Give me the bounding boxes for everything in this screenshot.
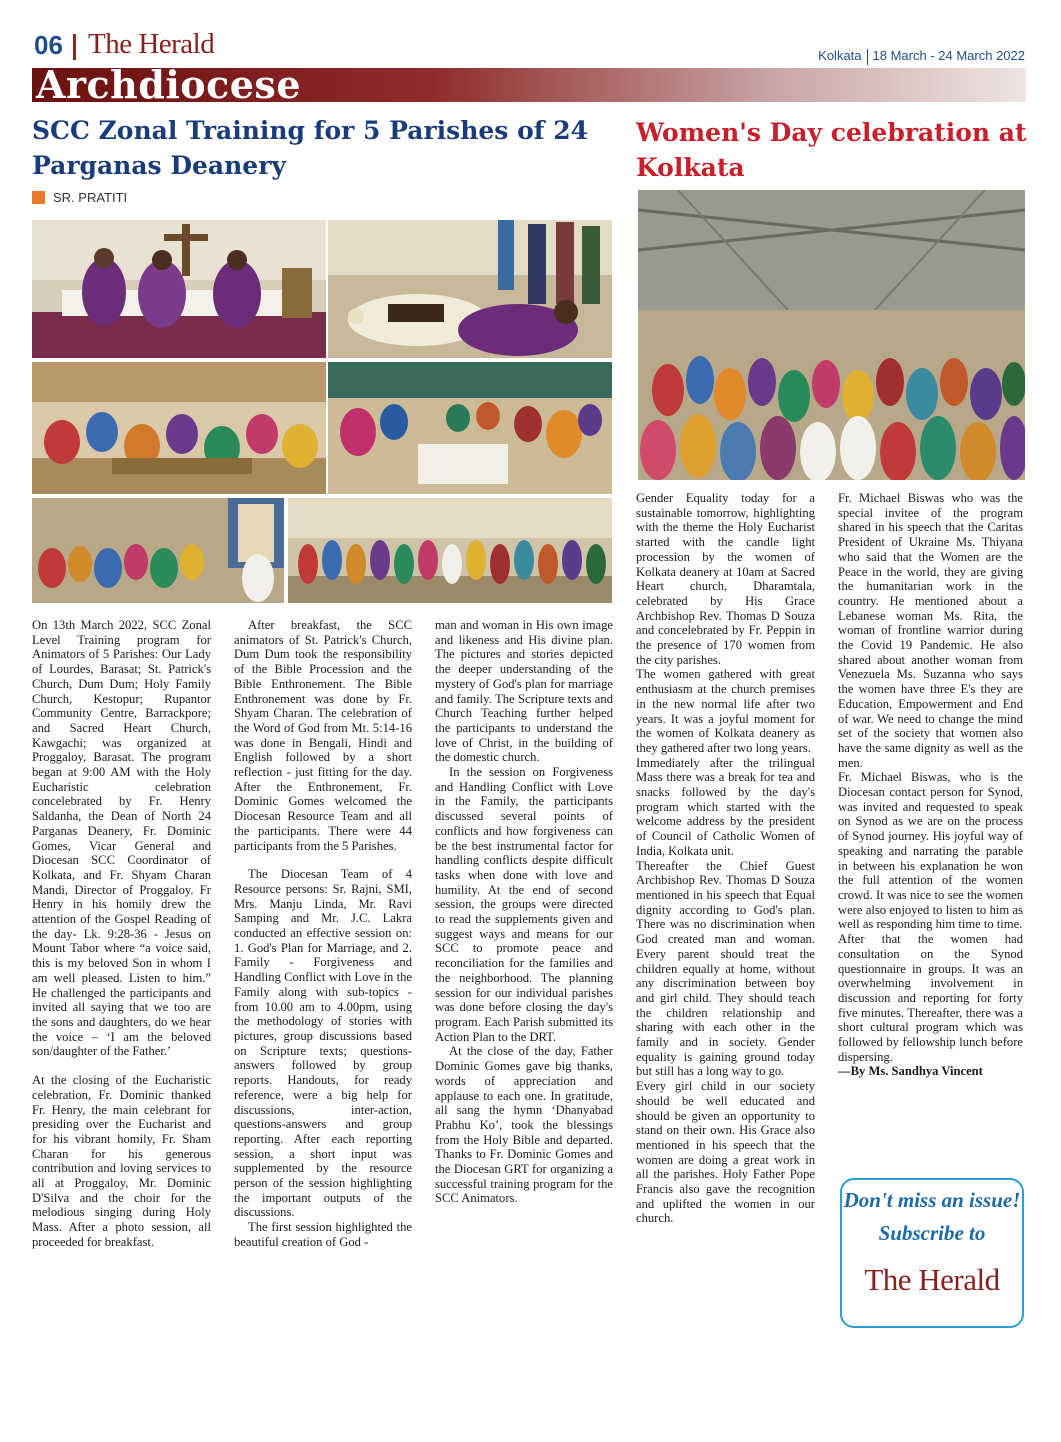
article-signoff: —By Ms. Sandhya Vincent: [838, 1064, 983, 1079]
dateline: [818, 48, 1025, 65]
group-portrait-illustration: [288, 498, 612, 603]
photo-group-portrait: [288, 498, 612, 603]
paragraph: At the closing of the Eucharistic celebration, Fr. Dominic thanked Fr. Henry, the main celebrant for presiding over the Eucharist and for his vibrant homily, Fr. Sham Charan for his generous contribution and loving services to all at Proggaloy, Mr. Dominic D'Silva and the choir for the melodious singing during Holy Mass. After a photo session, all proceeded for breakfast.: [32, 1073, 211, 1249]
paragraph: On 13th March 2022, SCC Zonal Level Training program for Animators of 5 Parishes: Our Lady of Lourdes, Barasat; St. Patrick's Church, Dum Dum; Holy Family Church, Kestopur; Rupantor Community Centre, Barrackpore; and Sacred Heart Church, Kawgachi; was organized at Proggaloy, Barasat. The program began at 9:00 AM with the Holy Eucharistic celebration concelebrated by Fr. Henry Saldanha, the Dean of North 24 Parganas Deanery, Fr. Dominic Gomes, Vicar General and Diocesan SCC Coordinator of Kolkata, and Fr. Shyam Charan Mandi, Director of Proggaloy. Fr Henry in his homily drew the attention of the Gospel Reading of the day- Lk. 9:28-36 - Jesus on Mount Tabor where “a voice said, this is my beloved Son in whom I am well pleased. Listen to him.” He challenged the participants and invited all saying that we too are the sons and daughters, do we hear the voice – ‘I am the beloved son/daughter of the Father.’: [32, 618, 211, 1059]
paragraph: After that the women had consultation on the Synod questionnaire in groups. It was an overwhelming involvement in discussion and reporting for forty five minutes. Thereafter, there was a short cultural program which was followed by fellowship lunch before dispersing.: [838, 932, 1023, 1064]
paragraph: At the close of the day, Father Dominic Gomes gave big thanks, words of appreciation and applause to each one. In gratitude, all sang the hymn ‘Dhanyabad Prabhu Ko’, took the blessings from the Holy Bible and departed. Thanks to Fr. Dominic Gomes and the Diocesan GRT for organizing a successful training program for the SCC Animators.: [435, 1044, 613, 1206]
paragraph-gap: [32, 1059, 211, 1073]
photo-mass-altar: [32, 220, 326, 358]
congregation-illustration: [32, 498, 284, 603]
participants-tables-illustration: [328, 362, 612, 494]
byline-author: SR. PRATITI: [53, 190, 128, 205]
subscribe-box[interactable]: [840, 1178, 1024, 1328]
paragraph: Fr. Michael Biswas who was the special invitee of the program shared in his speech that the Caritas President of Ukraine Ms. Thiyana who said that the Women are the Peace in the world, they are giving the humanitarian work in the country. He mentioned about a Lebanese woman Ms. Rita, the woman of frontline warrior during the Covid 19 Pandemic. He also shared about another woman from Venezuela Ms. Suzanna who says the women have three E's they are Education, Empowerment and End of war. We need to change the mind set of the society that women also have the same dignity as well as the men.: [838, 491, 1023, 770]
byline: [32, 190, 127, 205]
paragraph: Every girl child in our society should be well educated and should be given an opportunity to stand on their own. His Grace also mentioned in his speech that the women are doing a great work in all the parishes. Holy Father Pope Francis also gave the recognition and uplifted the women in our church.: [636, 1079, 815, 1226]
subscribe-line-2: Subscribe to: [878, 1221, 986, 1245]
byline-square-icon: [32, 191, 45, 204]
womens-gathering-illustration: [638, 190, 1025, 480]
right-article-column-1: [636, 491, 815, 1226]
mass-altar-illustration: [32, 220, 326, 358]
photo-altar-bible-candles: [328, 220, 612, 358]
right-article-headline: Women's Day celebration at Kolkata: [636, 118, 1027, 182]
paragraph: Fr. Michael Biswas, who is the Diocesan contact person for Synod, was invited and requested to speak on Synod as we are on the process of Synod journey. His joyful way of speaking and narrating the parable in between his explanation he won the full attention of the women crowd. It was nice to see the women were also enjoyed to listen to him as well as responding him time to time.: [838, 770, 1023, 932]
paragraph: Gender Equality today for a sustainable tomorrow, highlighting with the theme the Holy Eucharist started with the candle light procession by the women of Kolkata deanery at 10am at Sacred Heart church, Dharamtala, celebrated by His Grace Archbishop Rev. Thomas D Souza and concelebrated by Fr. Peppin in the presence of 170 women from the city parishes.: [636, 491, 815, 667]
altar-bible-illustration: [328, 220, 612, 358]
paragraph: Immediately after the trilingual Mass there was a break for tea and snacks followed by the day's program which started with the welcome address by the president of Council of Catholic Women of India, Kolkata unit.: [636, 755, 815, 858]
paragraph: The Diocesan Team of 4 Resource persons: Sr. Rajni, SMI, Mrs. Manju Linda, Mr. Ravi Samping and Mr. J.C. Lakra conducted an effective session on: 1. God's Plan for Marriage, and 2. Family - Forgiveness and Handling Conflict with Love in the Family along with sub-topics - from 10.00 am to 4.00pm, using the methodology of stories with pictures, group discussions based on Scripture texts; questions-answers followed by group reports. Handouts, for ready reference, were a big help for discussions, inter-action, questions-answers and group reporting. After each reporting session, a short input was supplemented by the resource person of the session highlighting the important outputs of the discussions.: [234, 867, 412, 1220]
page-number: 06: [34, 30, 63, 60]
header-divider: [73, 34, 76, 60]
subscribe-brand-logo: [842, 1262, 1022, 1298]
dateline-dates: 18 March - 24 March 2022: [872, 48, 1025, 63]
paragraph-gap: [234, 853, 412, 867]
masthead-logo: [88, 28, 214, 61]
paragraph: In the session on Forgiveness and Handling Conflict with Love in the Family, the participants discussed several points of conflicts and how forgiveness can be the best instrumental factor for handling conflicts despite difficult tasks when done with love and humility. At the end of second session, the groups were directed to read the supplements given and suggest ways and means for our SCC to promote peace and reconciliation for the families and the neighborhood. The planning session for our individual parishes was done before closing the day's program. Each Parish submitted its Action Plan to the DRT.: [435, 765, 613, 1044]
photo-congregation-seated: [32, 498, 284, 603]
session-hall-illustration: [32, 362, 326, 494]
dateline-divider: [867, 49, 868, 65]
paragraph: After breakfast, the SCC animators of St. Patrick's Church, Dum Dum took the responsibility of the Bible Procession and the Bible Enthronement. The Bible Enthronement was done by Fr. Shyam Charan. The celebration of the Word of God from Mt. 5:14-16 was done in Bengali, Hindi and English followed by a short reflection - just fitting for the day. After the Enthronement, Fr. Dominic Gomes welcomed the Diocesan Resource Team and all the participants. There were 44 participants from the 5 Parishes.: [234, 618, 412, 853]
masthead-text: The Herald: [88, 28, 215, 60]
photo-womens-gathering-hall: [638, 190, 1025, 480]
subscribe-line-1: Don't miss an issue!: [843, 1188, 1021, 1212]
section-title: Archdiocese: [36, 62, 302, 107]
paragraph: The first session highlighted the beautiful creation of God -: [234, 1220, 412, 1249]
photo-group-session-hall: [32, 362, 326, 494]
dateline-city: Kolkata: [818, 48, 862, 63]
paragraph: The women gathered with great enthusiasm at the church premises in the new normal life after two years. It was a joyful moment for the women of Kolkata deanery as they gathered after two long years.: [636, 667, 815, 755]
left-article-headline: SCC Zonal Training for 5 Parishes of 24 Parganas Deanery: [32, 116, 588, 180]
left-article-column-1: [32, 618, 211, 1250]
left-article-column-2: [234, 618, 412, 1250]
paragraph: man and woman in His own image and likeness and His divine plan. The pictures and stories depicted the deeper understanding of the mystery of God's plan for marriage and family. The Scripture texts and Church Teaching further helped the participants to understand the love of Christ, in the building of the domestic church.: [435, 618, 613, 765]
left-article-column-3: [435, 618, 613, 1206]
right-article-column-2: [838, 491, 1023, 1079]
subscribe-brand-text: The Herald: [864, 1262, 1000, 1297]
paragraph: Thereafter the Chief Guest Archbishop Rev. Thomas D Souza mentioned in his speech that Equal dignity according to God's plan. There was no discrimination when God created man and woman. Every parent should treat the children equally at home, without any discrimination between boy and girl child. They should teach the children relationship and sharing with each other in the family and in society. Gender equality is gaining ground today but still has a long way to go.: [636, 858, 815, 1079]
photo-participants-tables: [328, 362, 612, 494]
